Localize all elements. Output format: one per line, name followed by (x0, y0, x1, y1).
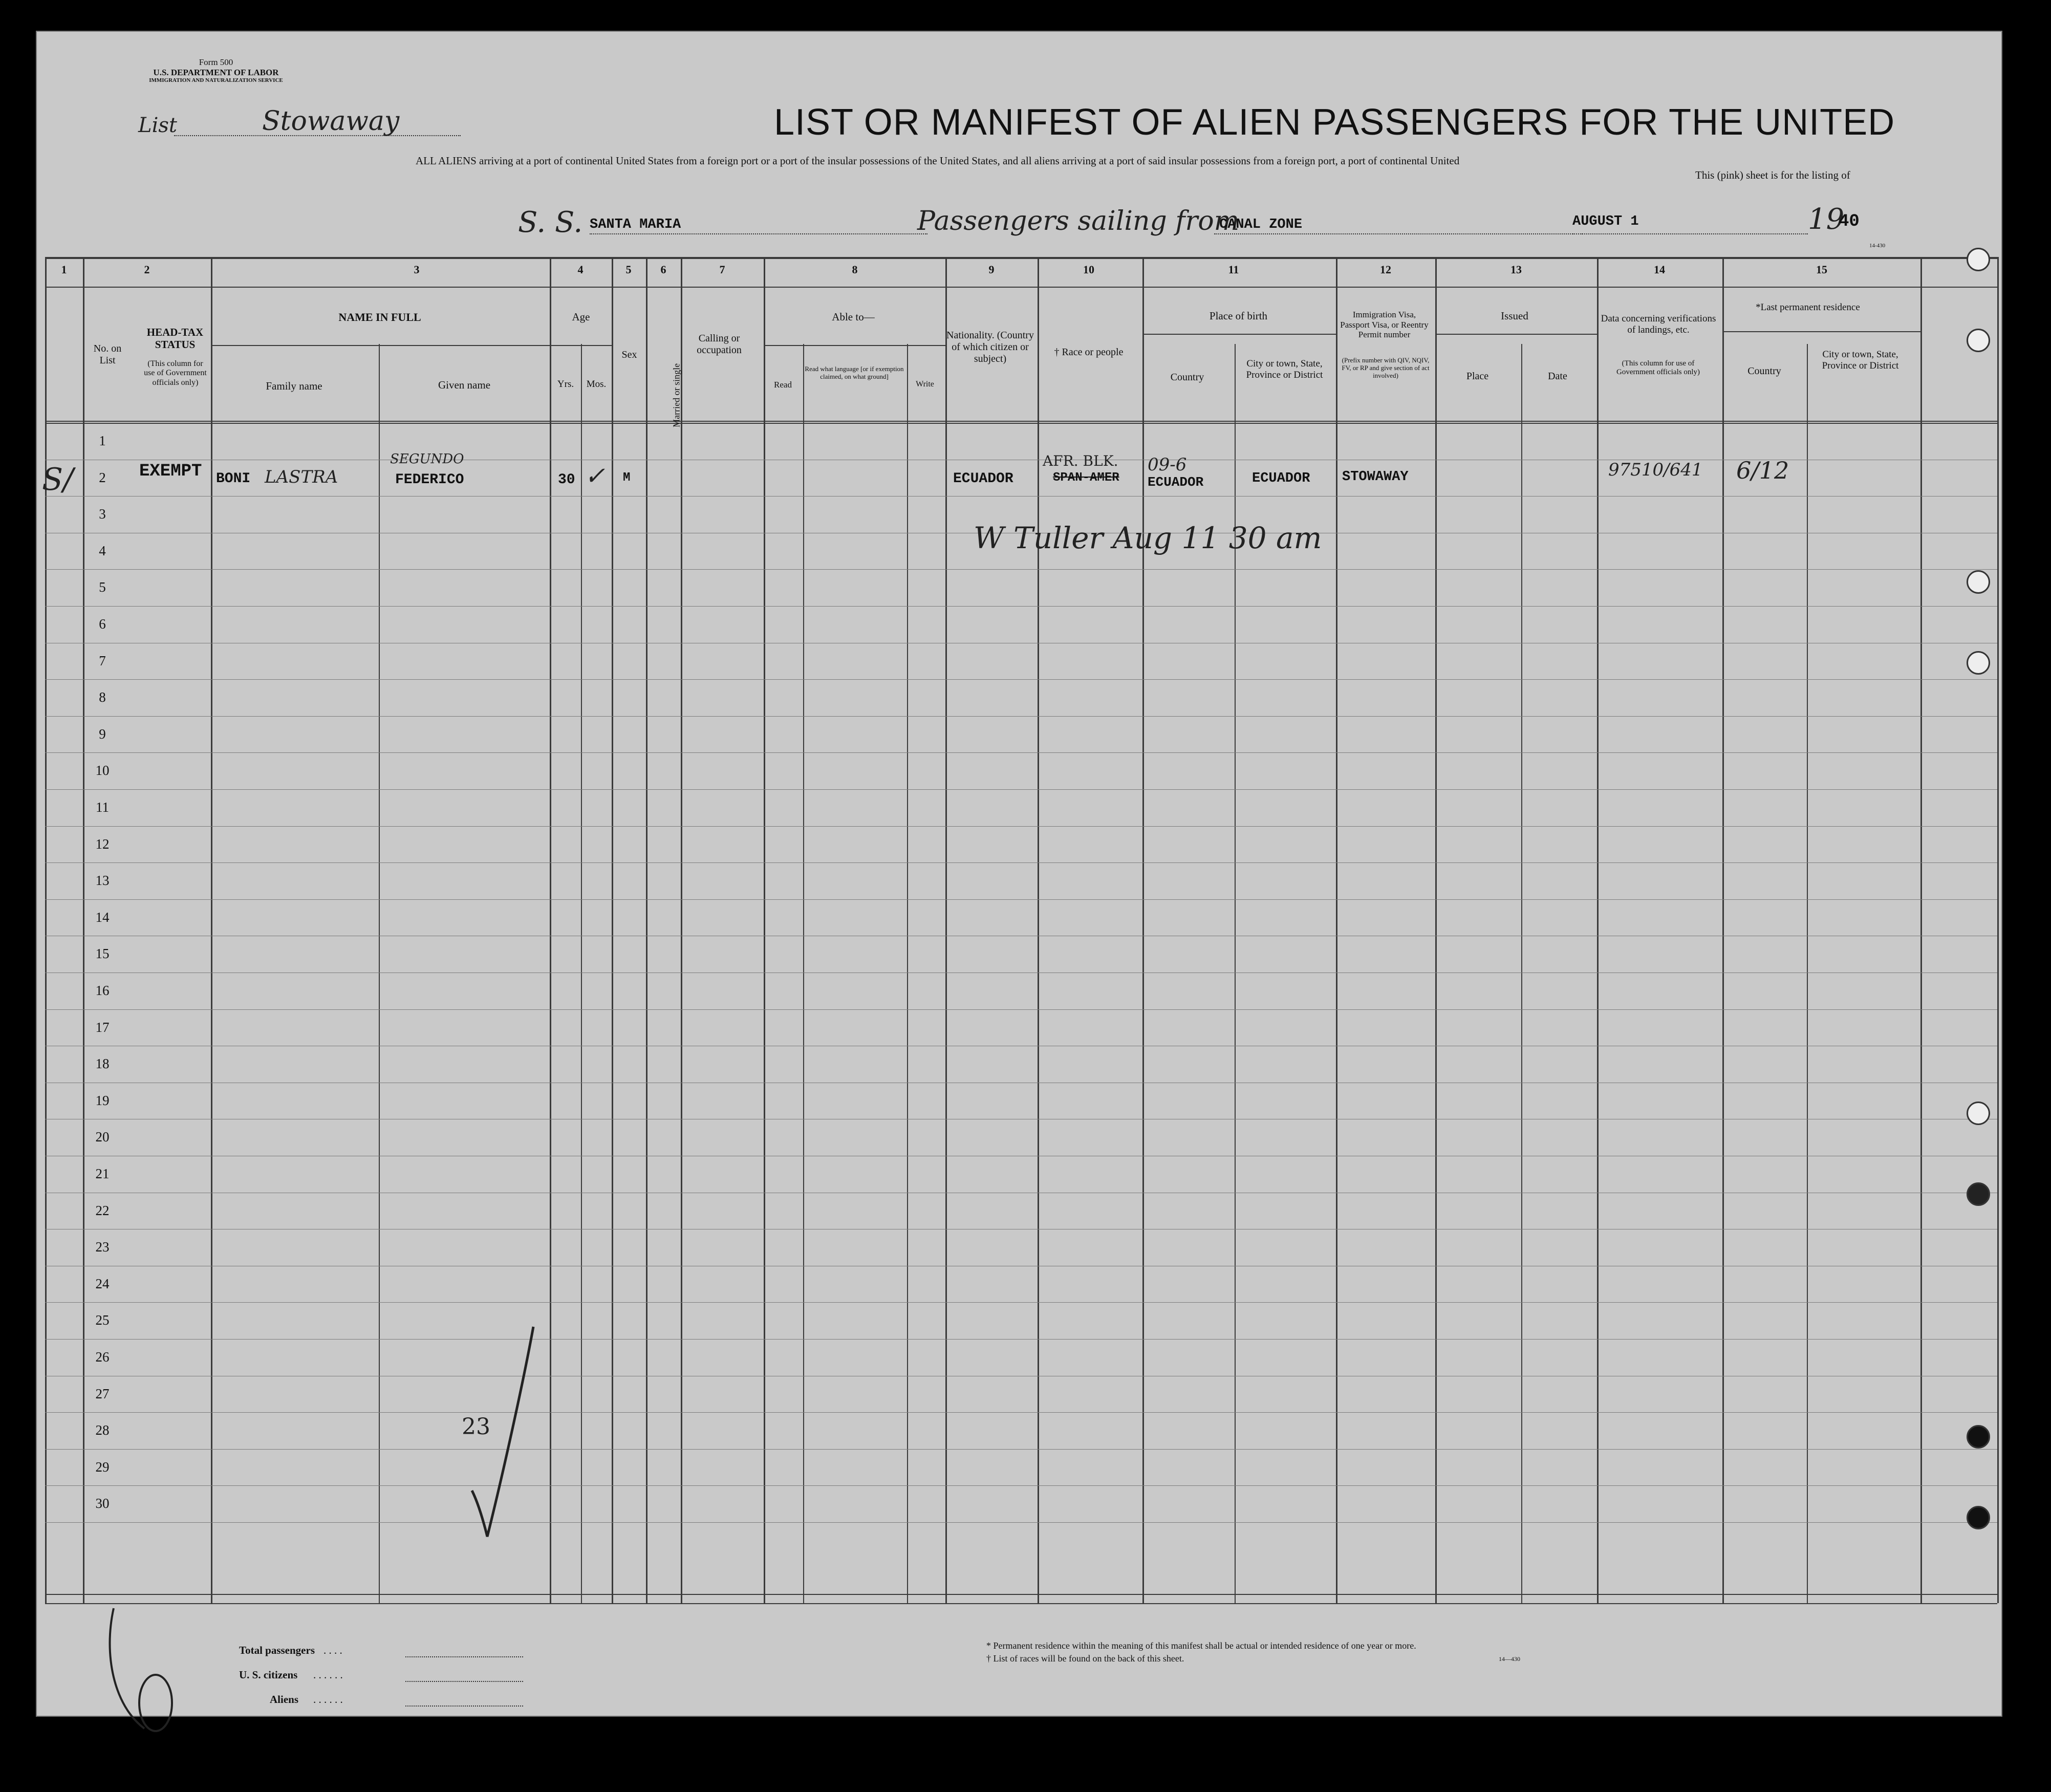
column-number: 4 (577, 263, 584, 276)
grid-row-line (45, 1485, 1997, 1486)
row-number: 6 (99, 616, 106, 632)
col-family-name: Family name (266, 380, 322, 392)
sex-value: M (623, 471, 631, 485)
row-number: 9 (99, 726, 106, 742)
grid-column-line (1722, 257, 1724, 1603)
row-number: 14 (95, 909, 110, 925)
grid-column-line (1997, 257, 1999, 1603)
note-residence: * Permanent residence within the meaning of this manifest shall be actual or intended residence of one year or more. (986, 1640, 1416, 1651)
col-sex: Sex (621, 349, 637, 360)
visa-number: STOWAWAY (1342, 469, 1409, 485)
column-number: 1 (61, 263, 67, 276)
grid-row-line (45, 1449, 1997, 1450)
row-number: 25 (95, 1312, 110, 1328)
col-head-tax: HEAD-TAX STATUS (146, 326, 204, 351)
row-number: 13 (95, 873, 110, 889)
form-code-top: 14-430 (1869, 243, 1886, 249)
column-number: 12 (1380, 263, 1391, 276)
binder-hole (1967, 1425, 1990, 1449)
dots-3: . . . . . . (313, 1693, 343, 1705)
age-check-mark: ✓ (585, 462, 606, 490)
col-age-yrs: Yrs. (557, 379, 574, 390)
ss-label: S. S. (518, 206, 583, 239)
binder-hole (1967, 248, 1990, 271)
grid-row-line (764, 345, 945, 346)
ship-underline (590, 233, 927, 234)
row-number: 24 (95, 1276, 110, 1291)
grid-row-line (45, 899, 1997, 900)
year-prefix: 19 (1808, 203, 1845, 236)
us-citizens-line (405, 1681, 523, 1682)
verification-number: 97510/641 (1608, 460, 1703, 480)
row-number: 27 (95, 1386, 110, 1401)
manifest-title: LIST OR MANIFEST OF ALIEN PASSENGERS FOR THE UNITED (774, 102, 1895, 143)
birth-city: ECUADOR (1252, 471, 1310, 486)
column-number: 13 (1510, 263, 1522, 276)
grid-row-line (1722, 331, 1920, 332)
grid-row-line (45, 287, 1997, 288)
row-number: 19 (95, 1092, 110, 1108)
nationality-value: ECUADOR (953, 471, 1013, 487)
date-underline (1572, 233, 1808, 234)
grid-column-line (1435, 257, 1437, 1603)
form-id-block (139, 57, 293, 84)
ship-name: SANTA MARIA (590, 217, 681, 232)
grid-column-line (945, 257, 947, 1603)
subtitle-line-2: This (pink) sheet is for the listing of (1695, 169, 1850, 181)
column-number: 14 (1654, 263, 1665, 276)
grid-row-line (45, 421, 1997, 422)
row-number: 15 (95, 946, 110, 962)
total-passengers-line (405, 1656, 523, 1657)
grid-row-line (45, 826, 1997, 827)
grid-column-line (1038, 257, 1039, 1603)
grid-row-line (45, 862, 1997, 863)
subtitle-line-1: ALL ALIENS arriving at a port of continental United States from a foreign port or a port of the insular possessions of the United States, and all aliens arriving at a port of said insular possessions from a foreign port, a port of continental United (416, 155, 1460, 167)
grid-row-line (45, 569, 1997, 570)
grid-column-line (681, 257, 682, 1603)
row-number: 7 (99, 653, 106, 668)
column-number: 9 (988, 263, 995, 276)
note-races: † List of races will be found on the back of this sheet. (986, 1653, 1184, 1664)
family-name-typed: BONI (216, 471, 251, 487)
row-2-annotation: W Tuller Aug 11 30 am (974, 521, 1322, 555)
department-name: U.S. DEPARTMENT OF LABOR (153, 67, 279, 77)
sailing-from: CANAL ZONE (1219, 217, 1303, 232)
col-issued-date: Date (1548, 371, 1567, 382)
grid-row-line (550, 345, 612, 346)
grid-row-line (45, 1603, 1997, 1604)
manifest-sheet (37, 32, 2001, 1716)
col-last-residence: *Last permanent residence (1756, 302, 1860, 313)
grid-column-line (764, 257, 765, 1603)
list-value: Stowaway (262, 106, 400, 137)
grid-column-line (1597, 257, 1599, 1603)
binder-hole (1967, 570, 1990, 594)
footer-code: 14—430 (1499, 1655, 1520, 1663)
aliens-label: Aliens (270, 1693, 299, 1705)
column-number: 15 (1816, 263, 1827, 276)
row-number: 11 (96, 800, 109, 815)
column-number: 6 (660, 263, 666, 276)
row-number: 18 (95, 1056, 110, 1072)
row-number: 17 (95, 1019, 110, 1035)
grid-row-line (45, 1302, 1997, 1303)
column-number: 7 (719, 263, 725, 276)
row-number: 23 (95, 1239, 110, 1255)
column-number: 5 (625, 263, 632, 276)
aliens-line (405, 1705, 523, 1707)
col-res-country: Country (1747, 365, 1781, 377)
given-name-typed: FEDERICO (395, 472, 464, 488)
grid-column-line (646, 257, 647, 1603)
row-number: 5 (99, 579, 106, 595)
col-nationality: Nationality. (Country of which citizen or subject) (946, 330, 1034, 364)
grid-row-line (45, 258, 1997, 259)
col-res-city: City or town, State, Province or District (1822, 349, 1899, 371)
grid-row-line (45, 606, 1997, 607)
col-head-tax-note: (This column for use of Government officials only) (144, 359, 207, 387)
col-given-name: Given name (438, 379, 491, 391)
birth-country-hand: 09-6 (1148, 455, 1187, 475)
binder-hole (1967, 1102, 1990, 1125)
service-name: IMMIGRATION AND NATURALIZATION SERVICE (149, 77, 283, 84)
col-age: Age (572, 311, 590, 323)
grid-row-line (45, 1594, 1997, 1595)
row-number: 20 (95, 1129, 110, 1145)
grid-row-line (45, 1009, 1997, 1010)
column-number: 11 (1228, 263, 1239, 276)
family-name-hand: LASTRA (265, 467, 338, 487)
column-number: 8 (852, 263, 858, 276)
residence-mark: 6/12 (1736, 457, 1789, 484)
head-tax-status: EXEMPT (139, 462, 202, 481)
col-race: † Race or people (1054, 347, 1124, 358)
col-data-note: (This column for use of Government officials only) (1616, 359, 1700, 377)
row-number: 2 (99, 469, 106, 485)
col-read: Read (774, 380, 792, 390)
col-married: Married or single (671, 363, 682, 427)
row-number: 16 (95, 983, 110, 998)
grid-row-line (45, 1339, 1997, 1340)
grid-row-line (45, 423, 1997, 424)
col-birth-country: Country (1170, 372, 1204, 383)
corner-mark (98, 1603, 190, 1736)
list-label: List (138, 114, 177, 137)
race-hand: AFR. BLK. (1043, 452, 1118, 469)
form-number: Form 500 (199, 57, 233, 67)
row-number: 22 (95, 1202, 110, 1218)
row-number: 26 (95, 1349, 110, 1365)
col-read-language: Read what language [or if exemption claimed, on what ground] (805, 365, 904, 380)
row-number: 29 (95, 1459, 110, 1475)
list-mark: S/ (42, 462, 74, 498)
grid-column-line (1336, 257, 1337, 1603)
row-number: 4 (99, 543, 106, 558)
race-struck: SPAN-AMER (1053, 471, 1119, 485)
col-issued: Issued (1501, 310, 1528, 322)
grid-row-line (1435, 334, 1597, 335)
column-number: 3 (414, 263, 420, 276)
total-passengers-label: Total passengers (239, 1644, 315, 1656)
grid-column-line (45, 257, 47, 1603)
binder-hole (1967, 1182, 1990, 1206)
sailing-date: AUGUST 1 (1572, 214, 1639, 229)
page-count: 23 (462, 1414, 490, 1440)
grid-column-line (550, 257, 551, 1603)
binder-hole (1967, 651, 1990, 675)
sailing-label: Passengers sailing from (917, 206, 1240, 236)
grid-column-line (1142, 257, 1144, 1603)
column-number: 10 (1083, 263, 1094, 276)
col-no-on-list: No. on List (93, 343, 122, 366)
dots-1: . . . . (323, 1644, 342, 1656)
grid-column-line (612, 257, 613, 1603)
col-visa: Immigration Visa, Passport Visa, or Reentry Permit number (1340, 310, 1429, 340)
column-number: 2 (144, 263, 150, 276)
grid-row-line (45, 1522, 1997, 1523)
binder-hole (1967, 329, 1990, 352)
grid-column-line (1920, 257, 1922, 1603)
row-number: 30 (95, 1496, 110, 1512)
row-number: 12 (95, 836, 110, 852)
row-number: 28 (95, 1422, 110, 1438)
col-data-concerning: Data concerning verifications of landings, etc. (1601, 313, 1716, 335)
grid-column-line (211, 257, 212, 1603)
col-birth-city: City or town, State, Province or District (1246, 358, 1323, 380)
row-number: 1 (99, 433, 106, 448)
grid-row-line (45, 752, 1997, 753)
row-number: 8 (99, 689, 106, 705)
sailing-underline (1214, 233, 1583, 234)
row-number: 3 (99, 506, 106, 522)
dots-2: . . . . . . (313, 1669, 343, 1681)
col-name-in-full: NAME IN FULL (338, 311, 421, 323)
grid-row-line (45, 1412, 1997, 1413)
col-visa-note: (Prefix number with QIV, NQIV, FV, or RP and give section of act involved) (1342, 356, 1430, 379)
given-name-hand: SEGUNDO (390, 451, 464, 467)
grid-row-line (45, 789, 1997, 790)
col-calling: Calling or occupation (697, 333, 742, 356)
year-suffix: 40 (1839, 212, 1860, 231)
col-able-to: Able to— (832, 311, 875, 323)
tick-mark (467, 1322, 538, 1547)
col-issued-place: Place (1466, 371, 1489, 382)
grid-row-line (45, 716, 1997, 717)
age-years: 30 (558, 472, 575, 488)
grid-row-line (45, 679, 1997, 680)
grid-row-line (211, 345, 550, 346)
binder-hole (1967, 1506, 1990, 1529)
row-number: 10 (95, 763, 110, 779)
col-place-of-birth: Place of birth (1209, 310, 1268, 322)
col-age-mos: Mos. (586, 379, 607, 390)
us-citizens-label: U. S. citizens (239, 1669, 298, 1681)
birth-country: ECUADOR (1148, 474, 1204, 490)
grid-row-line (1142, 334, 1336, 335)
col-write: Write (916, 380, 934, 388)
row-number: 21 (95, 1166, 110, 1181)
